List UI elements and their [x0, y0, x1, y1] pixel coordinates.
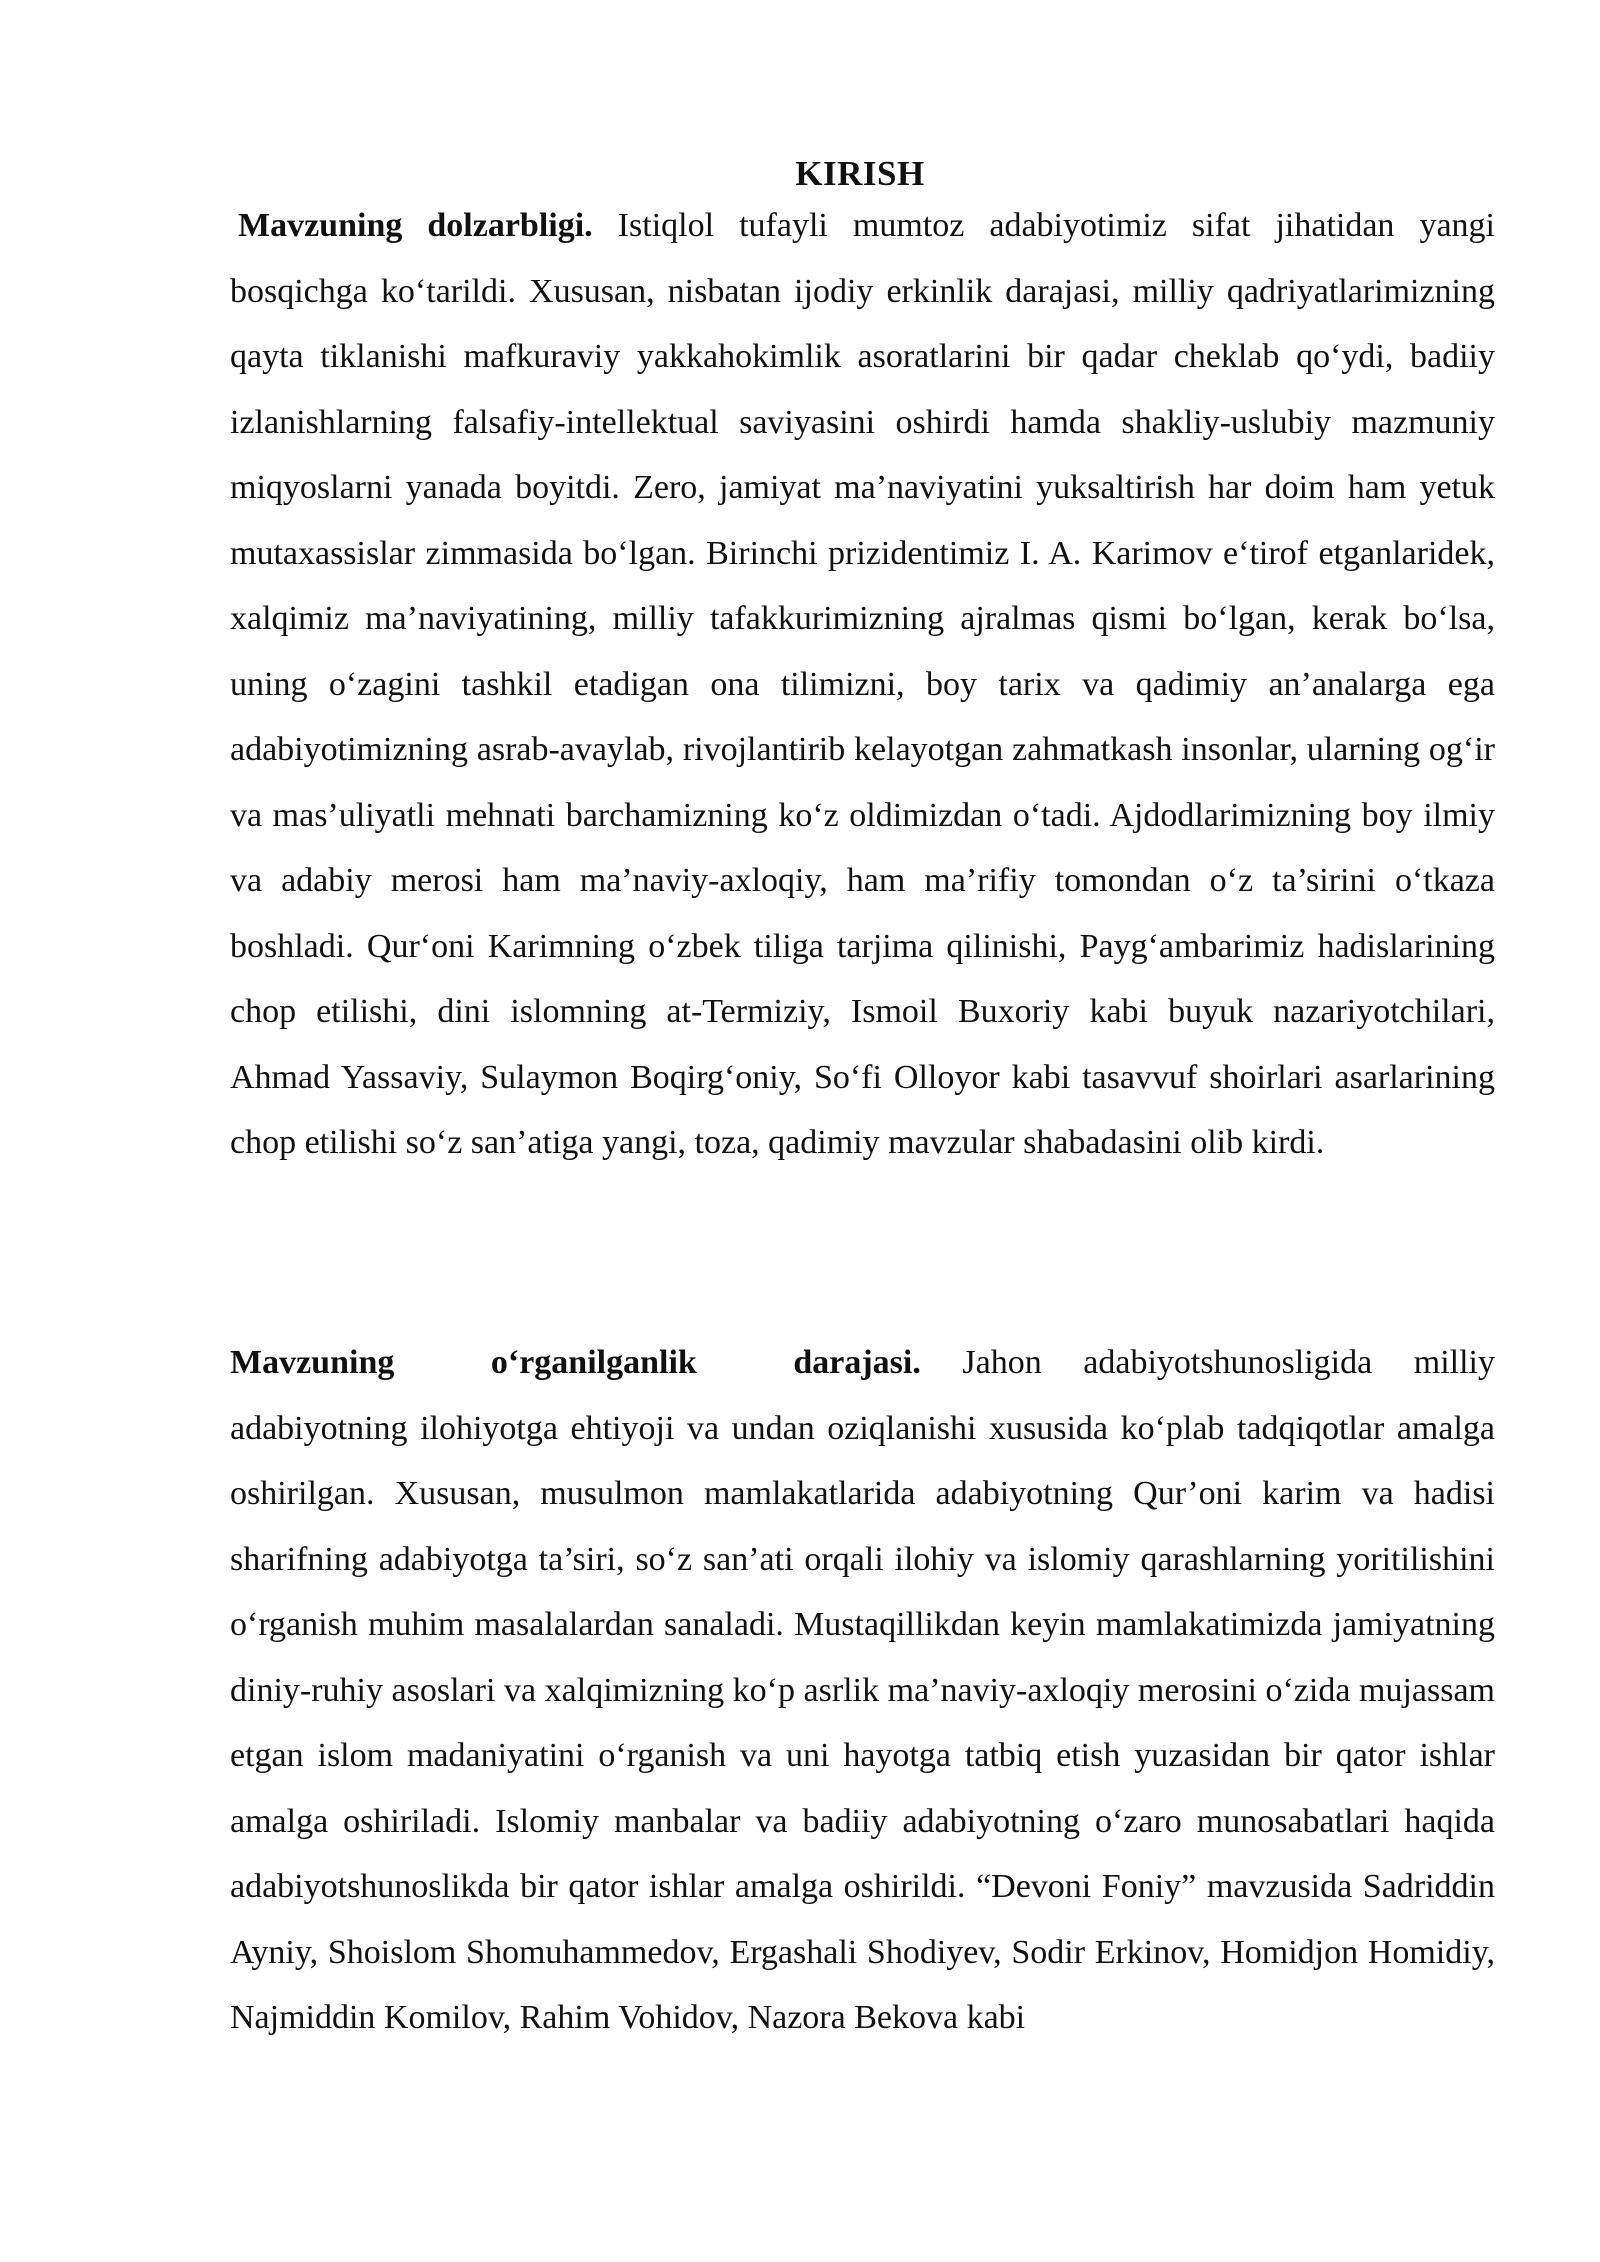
paragraph-lead: Mavzuning dolzarbligi. — [238, 207, 593, 244]
page-title: KIRISH — [795, 154, 925, 193]
paragraph-text: Jahon adabiyotshunosligida milliy adabiyotning ilohiyotga ehtiyoji va undan oziqlanishi xususida ko‘plab tadqiqotlar amalga oshirilgan. Xususan, musulmon mamlakatlarida adabiyotning Qur’oni karim va hadisi sharifning adabiyotga ta’siri, so‘z san’ati orqali ilohiy va islomiy qarashlarning yoritilishini o‘rganish muhim masalalardan sanaladi. Mustaqillikdan keyin mamlakatimizda jamiyatning diniy-ruhiy asoslari va xalqimizning ko‘p asrlik ma’naviy-axloqiy merosini o‘zida mujassam etgan islom madaniyatini o‘rganish va uni hayotga tatbiq etish yuzasidan bir qator ishlar amalga oshiriladi. Islomiy manbalar va badiiy adabiyotning o‘zaro munosabatlari haqida adabiyotshunoslikda bir qator ishlar amalga oshirildi. “Devoni Foniy” mavzusida Sadriddin Ayniy, Shoislom Shomuhammedov, Ergashali Shodiyev, Sodir Erkinov, Homidjon Homidiy, Najmiddin Komilov, Rahim Vohidov, Nazora Bekova kabi — [230, 1344, 1495, 2036]
paragraph-dolzarbligi — [230, 193, 1495, 1176]
paragraph-lead: Mavzuning o‘rganilganlik darajasi. — [230, 1344, 921, 1381]
paragraph-organilganlik — [230, 1330, 1495, 2051]
paragraph-text: Istiqlol tufayli mumtoz adabiyotimiz sifat jihatidan yangi bosqichga ko‘tarildi. Xususan, nisbatan ijodiy erkinlik darajasi, milliy qadriyatlarimizning qayta tiklanishi mafkuraviy yakkahokimlik asoratlarini bir qadar cheklab qo‘ydi, badiiy izlanishlarning falsafiy-intellektual saviyasini oshirdi hamda shakliy-uslubiy mazmuniy miqyoslarni yanada boyitdi. Zero, jamiyat ma’naviyatini yuksaltirish har doim ham yetuk mutaxassislar zimmasida bo‘lgan. Birinchi prizidentimiz I. A. Karimov e‘tirof etganlaridek, xalqimiz ma’naviyatining, milliy tafakkurimizning ajralmas qismi bo‘lgan, kerak bo‘lsa, uning o‘zagini tashkil etadigan ona tilimizni, boy tarix va qadimiy an’analarga ega adabiyotimizning asrab-avaylab, rivojlantirib kelayotgan zahmatkash insonlar, ularning og‘ir va mas’uliyatli mehnati barchamizning ko‘z oldimizdan o‘tadi. Ajdodlarimizning boy ilmiy va adabiy merosi ham ma’naviy-axloqiy, ham ma’rifiy tomondan o‘z ta’sirini o‘tkaza boshladi. Qur‘oni Karimning o‘zbek tiliga tarjima qilinishi, Payg‘ambarimiz hadislarining chop etilishi, dini islomning at-Termiziy, Ismoil Buxoriy kabi buyuk nazariyotchilari, Ahmad Yassaviy, Sulaymon Boqirg‘oniy, So‘fi Olloyor kabi tasavvuf shoirlari asarlarining chop etilishi so‘z san’atiga yangi, toza, qadimiy mavzular shabadasini olib kirdi. — [230, 207, 1495, 1161]
